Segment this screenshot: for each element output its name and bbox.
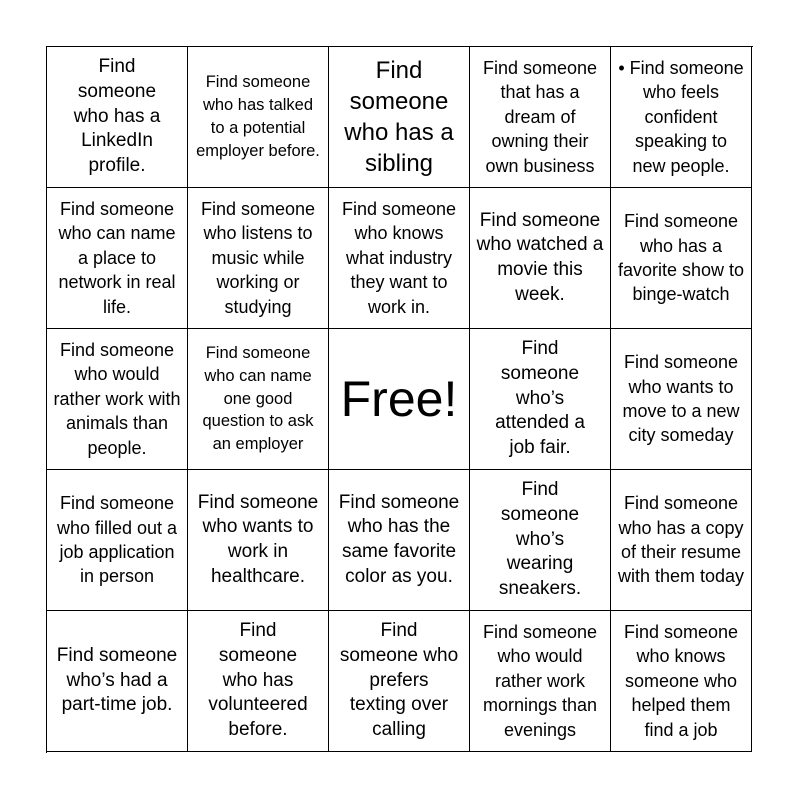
- bingo-cell[interactable]: [329, 47, 470, 188]
- bingo-cell-text: Find someone who has a sibling: [344, 56, 454, 178]
- bingo-cell-text: Find someone who’s wearing sneakers.: [498, 479, 582, 600]
- bingo-cell[interactable]: [329, 470, 470, 611]
- bingo-cell[interactable]: [188, 188, 329, 329]
- bingo-cell[interactable]: [188, 329, 329, 470]
- bingo-cell-text: Find someone who can name one good question to ask an employer: [202, 344, 314, 454]
- bingo-cell-text: Find someone who has a LinkedIn profile.: [73, 56, 161, 177]
- bingo-cell-text: Find someone who has a copy of their resume with them today: [617, 493, 745, 587]
- bingo-cell[interactable]: [47, 47, 188, 188]
- bingo-cell-text: Find someone who prefers texting over calling: [339, 620, 459, 741]
- bingo-cell[interactable]: [611, 47, 752, 188]
- bingo-cell[interactable]: [611, 611, 752, 752]
- bingo-cell-text: Find someone who wants to work in healthcare.: [197, 491, 319, 587]
- bingo-cell-text: Find someone that has a dream of owning their own business: [482, 57, 598, 176]
- bingo-cell[interactable]: [47, 470, 188, 611]
- bingo-cell[interactable]: [188, 470, 329, 611]
- bingo-cell-text: Find someone who’s had a part-time job.: [56, 644, 178, 716]
- free-space-cell[interactable]: [329, 329, 470, 470]
- bingo-cell-text: Find someone who has a favorite show to binge-watch: [617, 211, 745, 305]
- bingo-cell-text: Find someone who watched a movie this week.: [476, 209, 604, 305]
- bingo-cell-text: Find someone who can name a place to network in real life.: [58, 198, 176, 317]
- bingo-cell[interactable]: [470, 47, 611, 188]
- bingo-cell[interactable]: [329, 611, 470, 752]
- bingo-cell-text: Find someone who has volunteered before.: [208, 620, 308, 741]
- bingo-cell[interactable]: [470, 188, 611, 329]
- bingo-cell[interactable]: [47, 188, 188, 329]
- bingo-cell-text: Find someone who knows someone who helped them find a job: [623, 621, 739, 740]
- bingo-cell-text: • Find someone who feels confident speaking to new people.: [618, 57, 744, 176]
- bingo-cell[interactable]: [470, 470, 611, 611]
- bingo-cell[interactable]: [470, 611, 611, 752]
- bingo-cell[interactable]: [188, 47, 329, 188]
- bingo-cell[interactable]: [611, 470, 752, 611]
- free-space-text: Free!: [340, 371, 458, 427]
- bingo-cell[interactable]: [470, 329, 611, 470]
- bingo-cell-text: Find someone who knows what industry they want to work in.: [341, 198, 457, 317]
- bingo-cell[interactable]: [47, 329, 188, 470]
- bingo-cell-text: Find someone who has the same favorite color as you.: [338, 491, 460, 587]
- bingo-cell-text: Find someone who has talked to a potential employer before.: [196, 73, 320, 160]
- bingo-cell[interactable]: [188, 611, 329, 752]
- bingo-board: [46, 46, 753, 753]
- bingo-cell-text: Find someone who’s attended a job fair.: [495, 338, 585, 459]
- bingo-cell[interactable]: [329, 188, 470, 329]
- bingo-cell-text: Find someone who listens to music while working or studying: [200, 198, 316, 317]
- bingo-cell-text: Find someone who filled out a job application in person: [56, 493, 178, 587]
- bingo-cell-text: Find someone who would rather work with animals than people.: [53, 339, 181, 458]
- bingo-cell-text: Find someone who would rather work mornings than evenings: [482, 621, 598, 740]
- bingo-cell[interactable]: [47, 611, 188, 752]
- bingo-cell[interactable]: [611, 188, 752, 329]
- bingo-cell-text: Find someone who wants to move to a new city someday: [622, 352, 740, 446]
- bingo-cell[interactable]: [611, 329, 752, 470]
